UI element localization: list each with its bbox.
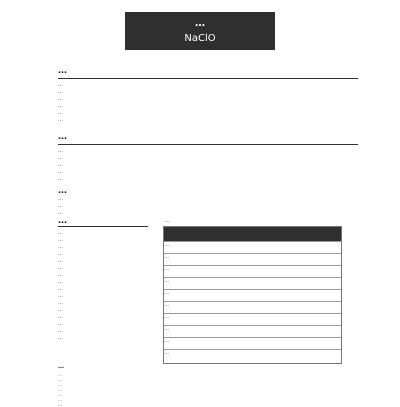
section-line: … xyxy=(58,321,63,327)
section-line: … xyxy=(58,279,63,285)
section-heading: … xyxy=(58,186,67,196)
table-row: … xyxy=(164,277,341,289)
section-line: … xyxy=(58,103,63,109)
section-line: … xyxy=(58,335,63,341)
section-line: … xyxy=(58,82,63,88)
table-row: … xyxy=(164,337,341,349)
section-line: … xyxy=(58,286,63,292)
company-address-line: … xyxy=(58,387,62,392)
table-row: … xyxy=(164,349,341,361)
section-line: … xyxy=(58,300,63,306)
section-line: … xyxy=(58,272,63,278)
company-address-line: … xyxy=(58,402,62,407)
table-row: … xyxy=(164,265,341,277)
company-address-line: … xyxy=(58,397,62,402)
document-sheet xyxy=(30,6,368,407)
section-line: … xyxy=(58,89,63,95)
section-line: … xyxy=(58,196,63,202)
company-name: … xyxy=(58,363,64,370)
section-line: … xyxy=(58,314,63,320)
section-line: … xyxy=(58,237,63,243)
section-line: … xyxy=(58,210,63,216)
table-row: … xyxy=(164,301,341,313)
section-rule xyxy=(58,144,358,145)
usage-table xyxy=(163,226,342,364)
section-heading: … xyxy=(58,216,67,226)
section-line: … xyxy=(58,110,63,116)
table-row: … xyxy=(164,253,341,265)
company-address-line: … xyxy=(58,377,62,382)
section-heading: … xyxy=(58,66,67,76)
section-line: … xyxy=(58,244,63,250)
document-subtitle: NaClO xyxy=(184,33,216,44)
table-row: … xyxy=(164,289,341,301)
section-line: … xyxy=(58,251,63,257)
section-rule xyxy=(58,78,358,79)
section-line: … xyxy=(58,293,63,299)
section-line: … xyxy=(58,265,63,271)
table-caption: … xyxy=(165,218,170,224)
section-line: … xyxy=(58,328,63,334)
table-header-bar xyxy=(164,227,341,241)
section-line: … xyxy=(58,307,63,313)
section-line: … xyxy=(58,96,63,102)
section-line: … xyxy=(58,148,63,154)
company-address-line: … xyxy=(58,372,62,377)
section-line: … xyxy=(58,203,63,209)
section-line: … xyxy=(58,169,63,175)
table-row: … xyxy=(164,325,341,337)
company-address-line: … xyxy=(58,382,62,387)
section-heading: … xyxy=(58,132,67,142)
company-address-line: … xyxy=(58,392,62,397)
section-line: … xyxy=(58,162,63,168)
section-line: … xyxy=(58,155,63,161)
table-row: … xyxy=(164,313,341,325)
section-line: … xyxy=(58,230,63,236)
section-line: … xyxy=(58,176,63,182)
section-rule xyxy=(58,226,148,227)
table-row: … xyxy=(164,241,341,253)
section-line: … xyxy=(58,117,63,123)
section-line: … xyxy=(58,258,63,264)
document-title: … xyxy=(195,18,205,29)
title-banner xyxy=(125,12,275,50)
